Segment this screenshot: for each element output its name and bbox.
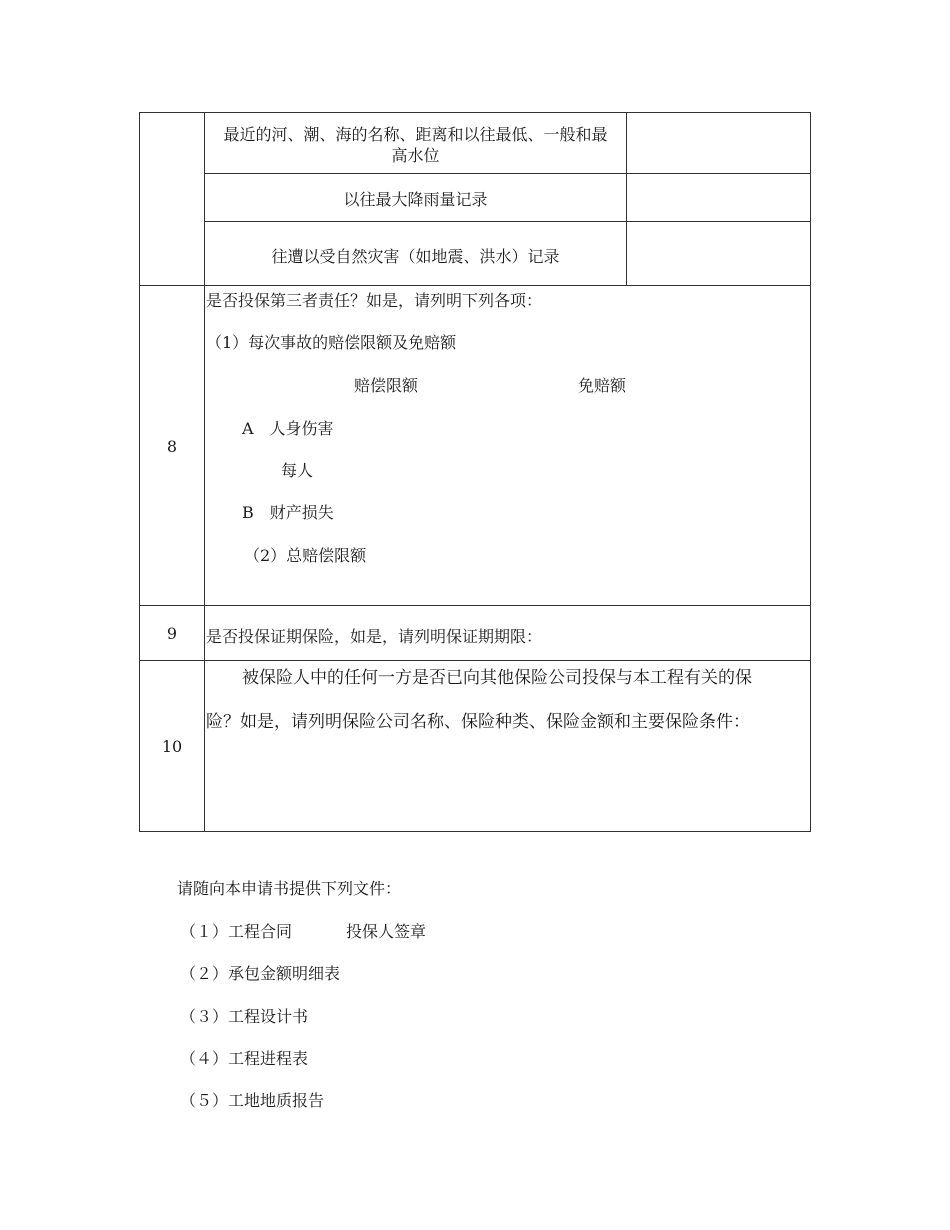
attachments-intro: 请随向本申请书提供下列文件： [177, 879, 402, 898]
disaster-label: 往遭以受自然灾害（如地震、洪水）记录 [271, 247, 560, 266]
water-level-label [205, 124, 626, 166]
per-person-label: 每人 [281, 461, 314, 480]
water-level-value[interactable] [628, 114, 808, 172]
attachment-item: （２）承包金额明细表 [180, 964, 341, 983]
rainfall-value[interactable] [628, 175, 808, 220]
table-border-right [810, 112, 811, 832]
rainfall-label: 以往最大降雨量记录 [343, 190, 488, 209]
attachment-item: （１）工程合同 [180, 922, 293, 941]
signature-label: 投保人签章 [346, 922, 427, 941]
warranty-question: 是否投保证期保险，如是，请列明保证期期限： [206, 627, 543, 646]
total-limit-item: （2）总赔偿限额 [244, 546, 367, 565]
table-border-top [139, 112, 811, 113]
attachment-item: （５）工地地质报告 [180, 1091, 325, 1110]
table-border-left [139, 112, 140, 832]
row-divider [139, 605, 811, 606]
row-divider [139, 660, 811, 661]
row-number-9: 9 [166, 624, 178, 643]
per-accident-item: （1）每次事故的赔偿限额及免赔额 [206, 333, 457, 352]
value-column-divider [626, 112, 627, 285]
column-divider [204, 112, 205, 832]
table-border-bottom [139, 831, 811, 832]
row-divider [204, 221, 811, 222]
bodily-injury-label: A 人身伤害 [242, 419, 334, 438]
attachment-item: （３）工程设计书 [180, 1007, 309, 1026]
disaster-value[interactable] [628, 223, 808, 284]
col-deductible-header: 免赔额 [578, 376, 627, 395]
third-party-question: 是否投保第三者责任？如是，请列明下列各项： [206, 291, 543, 310]
attachment-item: （４）工程进程表 [180, 1049, 309, 1068]
water-level-label-line1: 最近的河、潮、海的名称、距离和以往最低、一般和最 [223, 125, 608, 144]
row-number-10: 10 [161, 737, 183, 756]
row-divider [139, 285, 811, 286]
col-limit-header: 赔偿限额 [354, 376, 419, 395]
row-number-8: 8 [166, 437, 178, 456]
property-loss-label: B 财产损失 [242, 503, 334, 522]
water-level-label-line2: 高水位 [391, 146, 440, 165]
row-divider [204, 173, 811, 174]
other-insurance-question-line2: 险？如是，请列明保险公司名称、保险种类、保险金额和主要保险条件： [206, 712, 750, 732]
other-insurance-question-line1: 被保险人中的任何一方是否已向其他保险公司投保与本工程有关的保 [242, 668, 752, 688]
